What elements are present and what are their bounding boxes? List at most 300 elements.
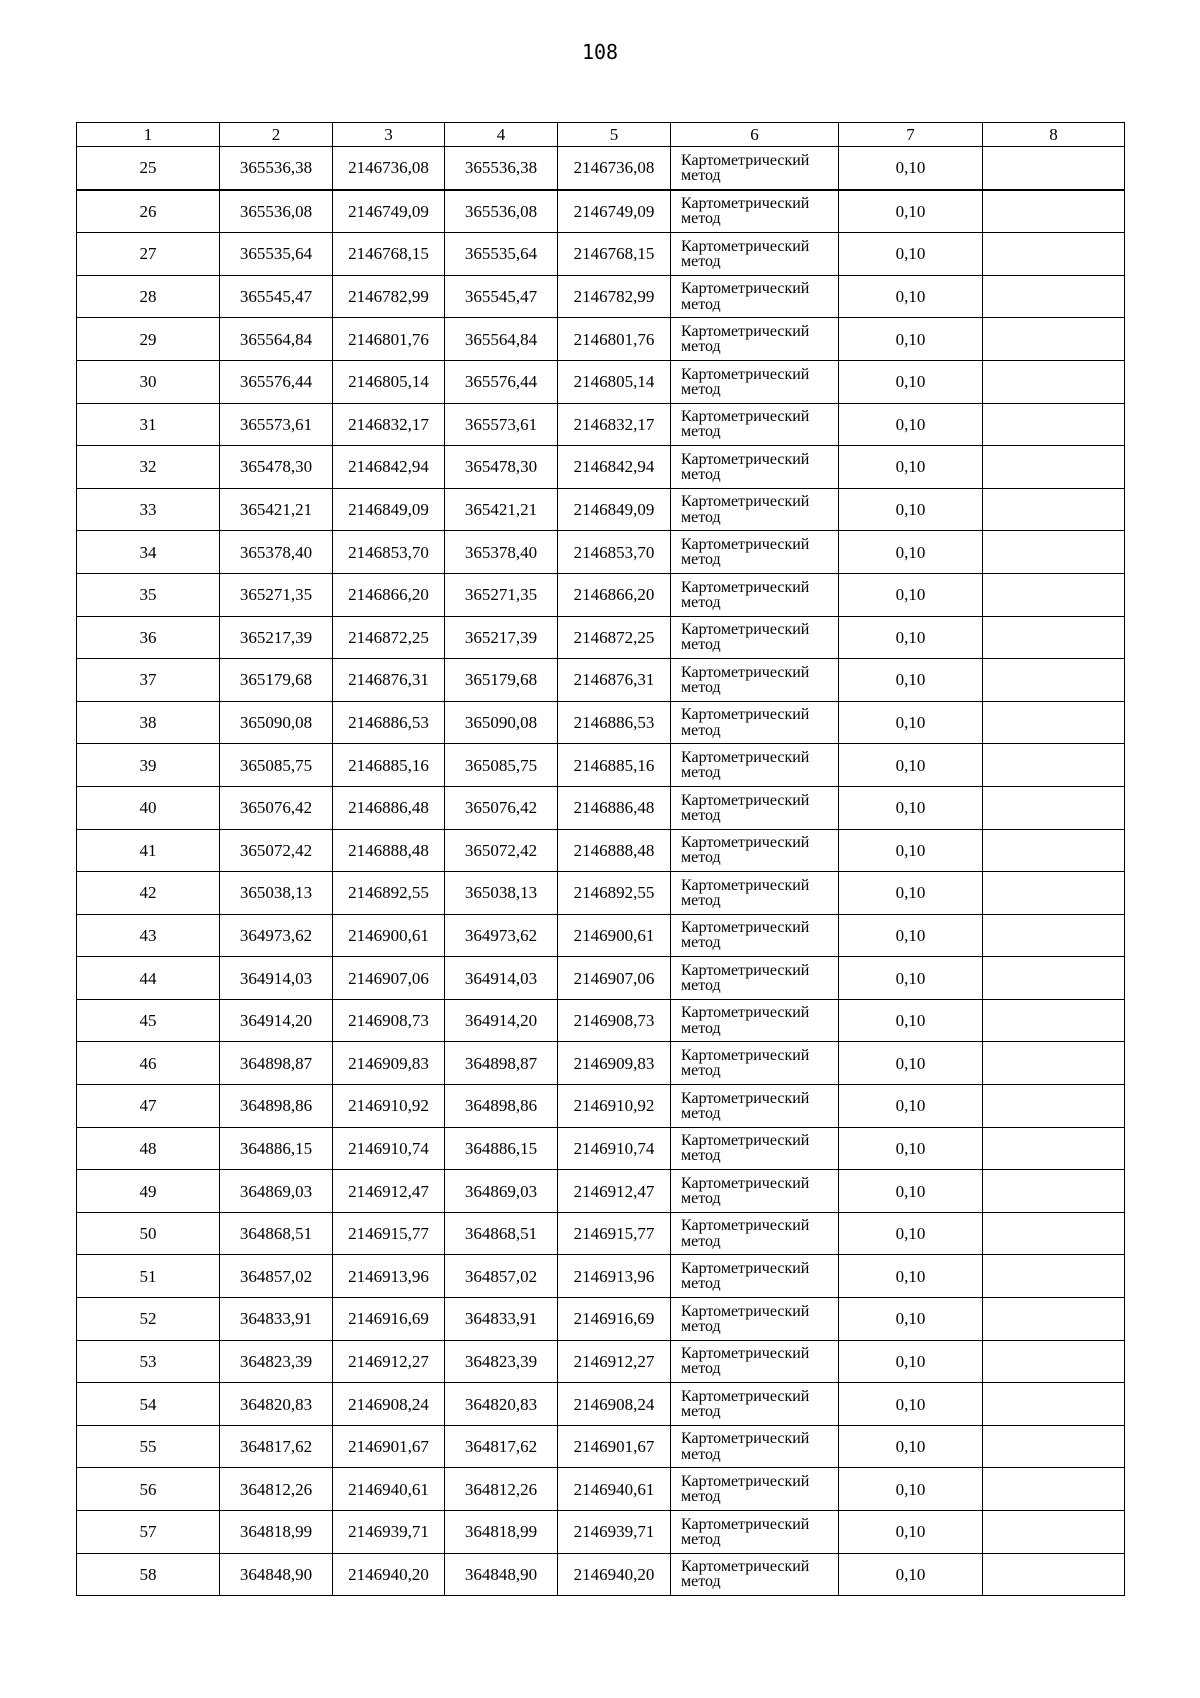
method-cell: [671, 616, 839, 659]
x-coordinate-cell: 365421,21: [220, 488, 333, 531]
method-line: Картометрический: [681, 1174, 810, 1192]
x-coordinate-cell: 365179,68: [220, 659, 333, 702]
table-row: [77, 829, 1125, 872]
note-cell: [983, 360, 1125, 403]
x-coordinate-cell: 364820,83: [220, 1383, 333, 1426]
x-coordinate-cell: 364818,99: [445, 1511, 558, 1554]
method-line: Картометрический: [681, 1345, 810, 1363]
x-coordinate-cell: 364812,26: [445, 1468, 558, 1511]
x-coordinate-cell: 365564,84: [220, 318, 333, 361]
x-coordinate-cell: 365573,61: [220, 403, 333, 446]
y-coordinate-cell: 2146842,94: [558, 446, 671, 489]
x-coordinate-cell: 364914,20: [445, 999, 558, 1042]
table-row: [77, 914, 1125, 957]
method-cell: [671, 1170, 839, 1213]
note-cell: [983, 531, 1125, 574]
method-cell: [671, 147, 839, 190]
coordinates-table: [76, 122, 1125, 1596]
y-coordinate-cell: 2146842,94: [333, 446, 445, 489]
table-row: [77, 1383, 1125, 1426]
accuracy-cell: 0,10: [839, 744, 983, 787]
accuracy-cell: 0,10: [839, 1170, 983, 1213]
x-coordinate-cell: 365573,61: [445, 403, 558, 446]
y-coordinate-cell: 2146876,31: [558, 659, 671, 702]
point-number-cell: 50: [77, 1212, 220, 1255]
table-row: [77, 999, 1125, 1042]
method-line: метод: [681, 849, 721, 867]
method-line: Картометрический: [681, 1089, 810, 1107]
y-coordinate-cell: 2146886,48: [333, 786, 445, 829]
point-number-cell: 49: [77, 1170, 220, 1213]
y-coordinate-cell: 2146849,09: [333, 488, 445, 531]
point-number-cell: 38: [77, 701, 220, 744]
accuracy-cell: 0,10: [839, 1042, 983, 1085]
y-coordinate-cell: 2146876,31: [333, 659, 445, 702]
point-number-cell: 37: [77, 659, 220, 702]
x-coordinate-cell: 365090,08: [445, 701, 558, 744]
method-line: метод: [681, 1573, 721, 1591]
y-coordinate-cell: 2146901,67: [558, 1425, 671, 1468]
accuracy-cell: 0,10: [839, 318, 983, 361]
y-coordinate-cell: 2146940,61: [333, 1468, 445, 1511]
x-coordinate-cell: 365085,75: [220, 744, 333, 787]
note-cell: [983, 786, 1125, 829]
method-line: Картометрический: [681, 322, 810, 340]
note-cell: [983, 147, 1125, 190]
x-coordinate-cell: 365038,13: [220, 872, 333, 915]
point-number-cell: 27: [77, 233, 220, 276]
y-coordinate-cell: 2146909,83: [333, 1042, 445, 1085]
y-coordinate-cell: 2146908,24: [558, 1383, 671, 1426]
method-cell: [671, 190, 839, 233]
x-coordinate-cell: 364898,87: [220, 1042, 333, 1085]
method-cell: [671, 999, 839, 1042]
y-coordinate-cell: 2146782,99: [333, 275, 445, 318]
x-coordinate-cell: 364914,03: [220, 957, 333, 1000]
accuracy-cell: 0,10: [839, 701, 983, 744]
note-cell: [983, 659, 1125, 702]
note-cell: [983, 1425, 1125, 1468]
method-cell: [671, 1511, 839, 1554]
x-coordinate-cell: 365085,75: [445, 744, 558, 787]
point-number-cell: 33: [77, 488, 220, 531]
x-coordinate-cell: 365378,40: [220, 531, 333, 574]
method-line: метод: [681, 977, 721, 995]
point-number-cell: 54: [77, 1383, 220, 1426]
accuracy-cell: 0,10: [839, 914, 983, 957]
table-row: [77, 403, 1125, 446]
x-coordinate-cell: 365564,84: [445, 318, 558, 361]
column-header: 2: [220, 123, 333, 147]
point-number-cell: 41: [77, 829, 220, 872]
table-row: [77, 701, 1125, 744]
method-line: Картометрический: [681, 621, 810, 639]
y-coordinate-cell: 2146872,25: [558, 616, 671, 659]
y-coordinate-cell: 2146832,17: [333, 403, 445, 446]
note-cell: [983, 744, 1125, 787]
method-cell: [671, 488, 839, 531]
x-coordinate-cell: 364898,87: [445, 1042, 558, 1085]
point-number-cell: 31: [77, 403, 220, 446]
method-cell: [671, 318, 839, 361]
accuracy-cell: 0,10: [839, 1511, 983, 1554]
y-coordinate-cell: 2146736,08: [558, 147, 671, 190]
point-number-cell: 39: [77, 744, 220, 787]
table-row: [77, 147, 1125, 190]
table-row: [77, 1340, 1125, 1383]
accuracy-cell: 0,10: [839, 233, 983, 276]
method-line: метод: [681, 1317, 721, 1335]
method-line: Картометрический: [681, 1004, 810, 1022]
x-coordinate-cell: 364812,26: [220, 1468, 333, 1511]
point-number-cell: 36: [77, 616, 220, 659]
y-coordinate-cell: 2146907,06: [333, 957, 445, 1000]
note-cell: [983, 1383, 1125, 1426]
method-line: метод: [681, 252, 721, 270]
x-coordinate-cell: 364973,62: [220, 914, 333, 957]
x-coordinate-cell: 364914,20: [220, 999, 333, 1042]
method-line: метод: [681, 1232, 721, 1250]
point-number-cell: 55: [77, 1425, 220, 1468]
y-coordinate-cell: 2146885,16: [333, 744, 445, 787]
method-line: Картометрический: [681, 1430, 810, 1448]
x-coordinate-cell: 364848,90: [220, 1553, 333, 1596]
x-coordinate-cell: 364857,02: [445, 1255, 558, 1298]
method-line: Картометрический: [681, 365, 810, 383]
x-coordinate-cell: 365271,35: [445, 573, 558, 616]
table-row: [77, 1212, 1125, 1255]
column-header: 3: [333, 123, 445, 147]
method-cell: [671, 1383, 839, 1426]
method-line: Картометрический: [681, 535, 810, 553]
y-coordinate-cell: 2146913,96: [558, 1255, 671, 1298]
method-cell: [671, 403, 839, 446]
point-number-cell: 32: [77, 446, 220, 489]
point-number-cell: 45: [77, 999, 220, 1042]
note-cell: [983, 999, 1125, 1042]
y-coordinate-cell: 2146909,83: [558, 1042, 671, 1085]
y-coordinate-cell: 2146940,61: [558, 1468, 671, 1511]
y-coordinate-cell: 2146805,14: [558, 360, 671, 403]
y-coordinate-cell: 2146912,27: [558, 1340, 671, 1383]
y-coordinate-cell: 2146736,08: [333, 147, 445, 190]
x-coordinate-cell: 365478,30: [445, 446, 558, 489]
note-cell: [983, 872, 1125, 915]
method-line: метод: [681, 1190, 721, 1208]
method-line: Картометрический: [681, 237, 810, 255]
y-coordinate-cell: 2146907,06: [558, 957, 671, 1000]
note-cell: [983, 233, 1125, 276]
x-coordinate-cell: 364869,03: [445, 1170, 558, 1213]
y-coordinate-cell: 2146853,70: [333, 531, 445, 574]
y-coordinate-cell: 2146888,48: [333, 829, 445, 872]
point-number-cell: 56: [77, 1468, 220, 1511]
note-cell: [983, 1511, 1125, 1554]
x-coordinate-cell: 364868,51: [220, 1212, 333, 1255]
method-cell: [671, 1298, 839, 1341]
table-row: [77, 1298, 1125, 1341]
table-row: [77, 1511, 1125, 1554]
x-coordinate-cell: 365179,68: [445, 659, 558, 702]
method-line: метод: [681, 423, 721, 441]
x-coordinate-cell: 364868,51: [445, 1212, 558, 1255]
method-line: метод: [681, 636, 721, 654]
y-coordinate-cell: 2146910,74: [558, 1127, 671, 1170]
x-coordinate-cell: 365072,42: [220, 829, 333, 872]
y-coordinate-cell: 2146801,76: [558, 318, 671, 361]
y-coordinate-cell: 2146916,69: [558, 1298, 671, 1341]
method-cell: [671, 1425, 839, 1468]
method-cell: [671, 233, 839, 276]
x-coordinate-cell: 365478,30: [220, 446, 333, 489]
method-line: Картометрический: [681, 408, 810, 426]
note-cell: [983, 403, 1125, 446]
method-line: метод: [681, 295, 721, 313]
accuracy-cell: 0,10: [839, 786, 983, 829]
method-cell: [671, 1212, 839, 1255]
table-row: [77, 744, 1125, 787]
table-row: [77, 1042, 1125, 1085]
method-line: метод: [681, 593, 721, 611]
y-coordinate-cell: 2146885,16: [558, 744, 671, 787]
table-row: [77, 573, 1125, 616]
accuracy-cell: 0,10: [839, 1468, 983, 1511]
y-coordinate-cell: 2146940,20: [558, 1553, 671, 1596]
accuracy-cell: 0,10: [839, 147, 983, 190]
y-coordinate-cell: 2146900,61: [333, 914, 445, 957]
accuracy-cell: 0,10: [839, 999, 983, 1042]
y-coordinate-cell: 2146908,73: [333, 999, 445, 1042]
point-number-cell: 35: [77, 573, 220, 616]
method-line: Картометрический: [681, 961, 810, 979]
accuracy-cell: 0,10: [839, 360, 983, 403]
table-row: [77, 233, 1125, 276]
x-coordinate-cell: 364914,03: [445, 957, 558, 1000]
x-coordinate-cell: 364898,86: [220, 1085, 333, 1128]
method-line: метод: [681, 166, 721, 184]
accuracy-cell: 0,10: [839, 190, 983, 233]
y-coordinate-cell: 2146768,15: [333, 233, 445, 276]
table-body: [77, 147, 1125, 1596]
method-line: Картометрический: [681, 578, 810, 596]
table-row: [77, 872, 1125, 915]
x-coordinate-cell: 365217,39: [220, 616, 333, 659]
x-coordinate-cell: 365378,40: [445, 531, 558, 574]
accuracy-cell: 0,10: [839, 957, 983, 1000]
method-line: метод: [681, 1403, 721, 1421]
point-number-cell: 28: [77, 275, 220, 318]
method-line: метод: [681, 1275, 721, 1293]
method-line: Картометрический: [681, 1047, 810, 1065]
method-cell: [671, 446, 839, 489]
method-cell: [671, 1468, 839, 1511]
accuracy-cell: 0,10: [839, 275, 983, 318]
table-row: [77, 1127, 1125, 1170]
method-line: Картометрический: [681, 834, 810, 852]
accuracy-cell: 0,10: [839, 1127, 983, 1170]
y-coordinate-cell: 2146940,20: [333, 1553, 445, 1596]
accuracy-cell: 0,10: [839, 1085, 983, 1128]
method-cell: [671, 829, 839, 872]
y-coordinate-cell: 2146939,71: [558, 1511, 671, 1554]
y-coordinate-cell: 2146900,61: [558, 914, 671, 957]
accuracy-cell: 0,10: [839, 488, 983, 531]
x-coordinate-cell: 364823,39: [220, 1340, 333, 1383]
method-cell: [671, 1553, 839, 1596]
x-coordinate-cell: 365576,44: [445, 360, 558, 403]
method-line: Картометрический: [681, 450, 810, 468]
method-cell: [671, 914, 839, 957]
y-coordinate-cell: 2146892,55: [558, 872, 671, 915]
note-cell: [983, 957, 1125, 1000]
y-coordinate-cell: 2146888,48: [558, 829, 671, 872]
column-header: 4: [445, 123, 558, 147]
x-coordinate-cell: 365576,44: [220, 360, 333, 403]
accuracy-cell: 0,10: [839, 829, 983, 872]
method-line: метод: [681, 1360, 721, 1378]
accuracy-cell: 0,10: [839, 403, 983, 446]
method-line: метод: [681, 806, 721, 824]
note-cell: [983, 1553, 1125, 1596]
method-line: Картометрический: [681, 1387, 810, 1405]
method-line: Картометрический: [681, 1473, 810, 1491]
method-line: Картометрический: [681, 1260, 810, 1278]
method-line: метод: [681, 465, 721, 483]
y-coordinate-cell: 2146749,09: [333, 190, 445, 233]
method-line: метод: [681, 1019, 721, 1037]
accuracy-cell: 0,10: [839, 659, 983, 702]
method-line: метод: [681, 1445, 721, 1463]
note-cell: [983, 829, 1125, 872]
method-cell: [671, 531, 839, 574]
accuracy-cell: 0,10: [839, 1340, 983, 1383]
method-line: метод: [681, 508, 721, 526]
table-row: [77, 1170, 1125, 1213]
table-row: [77, 190, 1125, 233]
method-line: метод: [681, 934, 721, 952]
x-coordinate-cell: 364820,83: [445, 1383, 558, 1426]
column-header: 8: [983, 123, 1125, 147]
point-number-cell: 51: [77, 1255, 220, 1298]
y-coordinate-cell: 2146912,47: [333, 1170, 445, 1213]
point-number-cell: 53: [77, 1340, 220, 1383]
x-coordinate-cell: 364833,91: [445, 1298, 558, 1341]
accuracy-cell: 0,10: [839, 1553, 983, 1596]
method-line: метод: [681, 1104, 721, 1122]
accuracy-cell: 0,10: [839, 531, 983, 574]
y-coordinate-cell: 2146915,77: [558, 1212, 671, 1255]
point-number-cell: 34: [77, 531, 220, 574]
y-coordinate-cell: 2146849,09: [558, 488, 671, 531]
method-line: Картометрический: [681, 919, 810, 937]
x-coordinate-cell: 365535,64: [445, 233, 558, 276]
y-coordinate-cell: 2146782,99: [558, 275, 671, 318]
accuracy-cell: 0,10: [839, 1212, 983, 1255]
x-coordinate-cell: 364869,03: [220, 1170, 333, 1213]
x-coordinate-cell: 365038,13: [445, 872, 558, 915]
point-number-cell: 42: [77, 872, 220, 915]
y-coordinate-cell: 2146901,67: [333, 1425, 445, 1468]
note-cell: [983, 1468, 1125, 1511]
note-cell: [983, 318, 1125, 361]
note-cell: [983, 616, 1125, 659]
method-line: метод: [681, 1530, 721, 1548]
y-coordinate-cell: 2146768,15: [558, 233, 671, 276]
method-line: Картометрический: [681, 151, 810, 169]
y-coordinate-cell: 2146912,27: [333, 1340, 445, 1383]
note-cell: [983, 573, 1125, 616]
method-cell: [671, 786, 839, 829]
y-coordinate-cell: 2146915,77: [333, 1212, 445, 1255]
method-line: Картометрический: [681, 1132, 810, 1150]
table-row: [77, 488, 1125, 531]
point-number-cell: 30: [77, 360, 220, 403]
y-coordinate-cell: 2146908,24: [333, 1383, 445, 1426]
table-row: [77, 957, 1125, 1000]
x-coordinate-cell: 364886,15: [445, 1127, 558, 1170]
method-line: Картометрический: [681, 706, 810, 724]
accuracy-cell: 0,10: [839, 872, 983, 915]
method-line: Картометрический: [681, 1558, 810, 1576]
point-number-cell: 52: [77, 1298, 220, 1341]
table-row: [77, 275, 1125, 318]
note-cell: [983, 1085, 1125, 1128]
point-number-cell: 58: [77, 1553, 220, 1596]
x-coordinate-cell: 364898,86: [445, 1085, 558, 1128]
x-coordinate-cell: 365217,39: [445, 616, 558, 659]
x-coordinate-cell: 365545,47: [220, 275, 333, 318]
method-line: Картометрический: [681, 1217, 810, 1235]
x-coordinate-cell: 365076,42: [445, 786, 558, 829]
point-number-cell: 29: [77, 318, 220, 361]
method-line: метод: [681, 764, 721, 782]
table-row: [77, 1255, 1125, 1298]
point-number-cell: 26: [77, 190, 220, 233]
x-coordinate-cell: 365076,42: [220, 786, 333, 829]
table-row: [77, 786, 1125, 829]
method-line: метод: [681, 891, 721, 909]
note-cell: [983, 1170, 1125, 1213]
y-coordinate-cell: 2146908,73: [558, 999, 671, 1042]
y-coordinate-cell: 2146912,47: [558, 1170, 671, 1213]
method-cell: [671, 360, 839, 403]
method-line: Картометрический: [681, 876, 810, 894]
method-cell: [671, 872, 839, 915]
y-coordinate-cell: 2146801,76: [333, 318, 445, 361]
accuracy-cell: 0,10: [839, 616, 983, 659]
y-coordinate-cell: 2146913,96: [333, 1255, 445, 1298]
table-row: [77, 1553, 1125, 1596]
note-cell: [983, 701, 1125, 744]
x-coordinate-cell: 364848,90: [445, 1553, 558, 1596]
method-cell: [671, 659, 839, 702]
point-number-cell: 44: [77, 957, 220, 1000]
method-line: метод: [681, 338, 721, 356]
table-row: [77, 1425, 1125, 1468]
method-line: Картометрический: [681, 195, 810, 213]
note-cell: [983, 190, 1125, 233]
point-number-cell: 25: [77, 147, 220, 190]
y-coordinate-cell: 2146872,25: [333, 616, 445, 659]
x-coordinate-cell: 365421,21: [445, 488, 558, 531]
table-header-row: [77, 123, 1125, 147]
method-line: метод: [681, 678, 721, 696]
accuracy-cell: 0,10: [839, 446, 983, 489]
method-line: метод: [681, 1062, 721, 1080]
point-number-cell: 47: [77, 1085, 220, 1128]
x-coordinate-cell: 364833,91: [220, 1298, 333, 1341]
x-coordinate-cell: 365535,64: [220, 233, 333, 276]
